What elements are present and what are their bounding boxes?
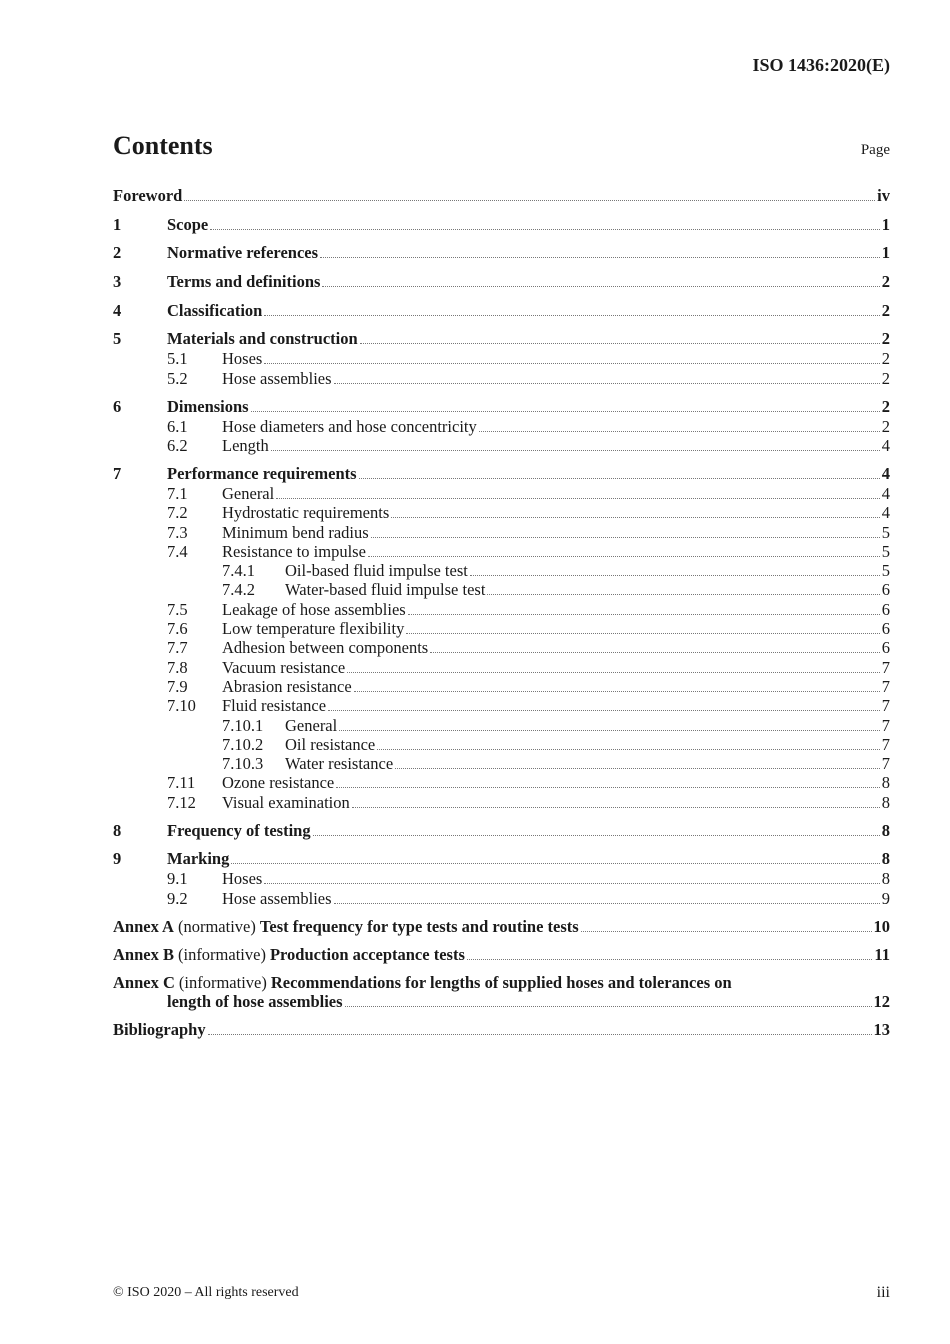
section-title[interactable]: Minimum bend radius [222, 522, 369, 542]
toc-entry-bibliography[interactable] [113, 1020, 890, 1040]
section-number: 7.10.2 [222, 734, 264, 754]
toc-entry[interactable] [113, 754, 890, 773]
toc-entry[interactable] [113, 600, 890, 619]
annex-title-cont[interactable]: length of hose assemblies [167, 991, 343, 1011]
section-number: 7.10.1 [222, 715, 264, 735]
page-ref: 7 [881, 734, 890, 754]
section-number: 7.4.2 [222, 580, 255, 600]
dot-leader [395, 768, 880, 769]
page-ref: 4 [881, 503, 890, 523]
page-ref: 5 [881, 522, 890, 542]
dot-leader [313, 835, 880, 836]
page-ref: 4 [881, 436, 890, 456]
annex-line [113, 917, 890, 936]
toc-annex-entry[interactable] [113, 917, 890, 936]
toc-entry[interactable] [113, 369, 890, 388]
dot-leader [264, 315, 879, 316]
section-title[interactable]: Materials and construction [167, 329, 358, 349]
annex-title[interactable]: Production acceptance tests [269, 944, 465, 964]
page-ref: 7 [881, 715, 890, 735]
section-number: 7.10 [167, 696, 196, 716]
section-number: 7.6 [167, 619, 188, 639]
dot-leader [345, 1006, 872, 1007]
section-number: 6.1 [167, 416, 188, 436]
page-ref: 1 [881, 243, 890, 263]
dot-leader [251, 411, 880, 412]
toc-entry[interactable] [113, 503, 890, 522]
section-number: 7.4.1 [222, 561, 255, 581]
section-number: 5.1 [167, 349, 188, 369]
section-title[interactable]: Leakage of hose assemblies [222, 599, 406, 619]
section-title[interactable]: Scope [167, 214, 209, 234]
section-title[interactable]: Classification [167, 300, 263, 320]
page-number: iii [876, 1284, 890, 1301]
section-number: 7.11 [167, 773, 196, 793]
page-ref: 10 [873, 916, 890, 936]
section-title[interactable]: Normative references [167, 243, 319, 263]
page-ref: 7 [881, 754, 890, 774]
dot-leader [581, 931, 872, 932]
annex-label: Annex A [113, 916, 174, 936]
page-ref: 8 [881, 773, 890, 793]
section-title[interactable]: Hose assemblies [222, 368, 332, 388]
page-ref: 1 [881, 214, 890, 234]
page-ref: 8 [881, 849, 890, 869]
section-number: 7 [113, 464, 122, 483]
section-title[interactable]: Oil-based fluid impulse test [285, 561, 468, 581]
section-title[interactable]: Performance requirements [167, 464, 357, 483]
page-ref: 9 [881, 888, 890, 908]
dot-leader [391, 517, 880, 518]
toc-entry[interactable] [113, 523, 890, 542]
dot-leader [210, 229, 880, 230]
section-title[interactable]: Ozone resistance [222, 773, 335, 793]
page-column-label: Page [860, 142, 890, 158]
toc-entry[interactable] [113, 793, 890, 812]
toc-entry[interactable] [113, 696, 890, 715]
dot-leader [368, 556, 880, 557]
toc-entry[interactable] [113, 272, 890, 292]
page-ref: 12 [873, 991, 890, 1011]
section-title[interactable]: Foreword [113, 186, 183, 205]
toc-annex-entry[interactable] [113, 973, 890, 1012]
section-title[interactable]: Adhesion between components [222, 638, 429, 658]
page-ref: 2 [881, 416, 890, 436]
page-ref: 4 [881, 464, 890, 483]
toc-entry[interactable] [113, 329, 890, 349]
toc-entry[interactable] [113, 542, 890, 561]
toc-entry[interactable] [113, 869, 890, 888]
page-ref: 2 [881, 349, 890, 369]
dot-leader [360, 343, 880, 344]
annex-kind: (informative) [178, 972, 267, 992]
annex-title[interactable]: Recommendations for lengths of supplied hoses and tolerances on [270, 972, 732, 992]
toc-entry[interactable] [113, 243, 890, 263]
section-number: 5 [113, 329, 122, 349]
toc-entry[interactable] [113, 397, 890, 417]
toc-entry[interactable] [113, 638, 890, 657]
page-ref: 6 [881, 599, 890, 619]
toc-entry[interactable] [113, 464, 890, 484]
dot-leader [328, 710, 880, 711]
page-ref: 6 [881, 619, 890, 639]
section-number: 6.2 [167, 436, 188, 456]
page-ref: 5 [881, 541, 890, 561]
section-number: 4 [113, 300, 122, 320]
page-ref: 2 [881, 272, 890, 292]
page-ref: 8 [881, 792, 890, 812]
page-ref: 4 [881, 484, 890, 503]
dot-leader [334, 383, 880, 384]
toc-entry[interactable] [113, 417, 890, 436]
dot-leader [336, 787, 880, 788]
toc-entry[interactable] [113, 735, 890, 754]
toc-entry[interactable] [113, 436, 890, 455]
toc-entry[interactable] [113, 215, 890, 235]
section-title[interactable]: Water-based fluid impulse test [285, 580, 486, 600]
section-number: 7.1 [167, 484, 188, 503]
toc-entry[interactable] [113, 186, 890, 206]
annex-line [113, 945, 890, 964]
section-title[interactable]: Bibliography [113, 1019, 206, 1039]
section-number: 6 [113, 396, 122, 416]
page-ref: 2 [881, 396, 890, 416]
toc-entry[interactable] [113, 716, 890, 735]
page-ref: 6 [881, 580, 890, 600]
annex-kind: (informative) [177, 944, 266, 964]
toc-entry[interactable] [113, 677, 890, 696]
page-ref: 13 [873, 1019, 890, 1039]
section-title[interactable]: Vacuum resistance [222, 657, 346, 677]
toc-entry[interactable] [113, 773, 890, 792]
section-title[interactable]: Frequency of testing [167, 820, 311, 840]
dot-leader [334, 903, 880, 904]
dot-leader [354, 691, 880, 692]
toc-entry[interactable] [113, 889, 890, 908]
dot-leader [264, 363, 879, 364]
section-title[interactable]: Marking [167, 849, 230, 869]
section-number: 9 [113, 849, 122, 869]
section-title[interactable]: Fluid resistance [222, 696, 327, 716]
dot-leader [377, 749, 879, 750]
annex-line [113, 973, 890, 992]
dot-leader [470, 575, 880, 576]
dot-leader [359, 478, 880, 479]
section-number: 3 [113, 272, 122, 292]
dot-leader [276, 498, 880, 499]
section-number: 7.4 [167, 541, 188, 561]
annex-label: Annex B [113, 944, 174, 964]
section-number: 7.7 [167, 638, 188, 658]
dot-leader [271, 450, 880, 451]
section-title[interactable]: Oil resistance [285, 734, 376, 754]
section-number: 9.1 [167, 869, 188, 889]
dot-leader [430, 652, 880, 653]
section-title[interactable]: Visual examination [222, 792, 350, 812]
section-title[interactable]: Abrasion resistance [222, 676, 352, 696]
page-ref: 7 [881, 696, 890, 716]
section-title[interactable]: Hydrostatic requirements [222, 503, 390, 523]
section-title[interactable]: Resistance to impulse [222, 541, 366, 561]
section-title[interactable]: Hose assemblies [222, 888, 332, 908]
document-id: ISO 1436:2020(E) [752, 55, 890, 75]
dot-leader [322, 286, 879, 287]
dot-leader [231, 863, 879, 864]
dot-leader [371, 537, 880, 538]
section-title[interactable]: Length [222, 436, 269, 456]
annex-label: Annex C [113, 972, 175, 992]
page-ref: 2 [881, 300, 890, 320]
toc-entry[interactable] [113, 580, 890, 599]
page-ref: iv [877, 186, 890, 205]
toc-annex-entry[interactable] [113, 945, 890, 964]
page-ref: 8 [881, 820, 890, 840]
section-title[interactable]: Hoses [222, 349, 263, 369]
section-title[interactable]: General [285, 715, 338, 735]
dot-leader [264, 883, 879, 884]
section-number: 8 [113, 820, 122, 840]
section-number: 7.12 [167, 792, 196, 812]
dot-leader [408, 614, 880, 615]
section-number: 7.3 [167, 522, 188, 542]
toc-entry[interactable] [113, 301, 890, 321]
section-title[interactable]: Hoses [222, 869, 263, 889]
page-ref: 2 [881, 368, 890, 388]
annex-kind: (normative) [177, 916, 256, 936]
page-ref: 11 [874, 944, 890, 964]
section-title[interactable]: Water resistance [285, 754, 394, 774]
section-number: 5.2 [167, 368, 188, 388]
section-number: 9.2 [167, 888, 188, 908]
dot-leader [347, 672, 880, 673]
section-title[interactable]: General [222, 484, 275, 503]
page-ref: 5 [881, 561, 890, 581]
toc-entry[interactable] [113, 484, 890, 503]
copyright-footer: © ISO 2020 – All rights reserved [113, 1285, 299, 1300]
section-number: 7.5 [167, 599, 188, 619]
section-number: 7.10.3 [222, 754, 264, 774]
section-title[interactable]: Low temperature flexibility [222, 619, 405, 639]
toc-entry[interactable] [113, 821, 890, 841]
page-ref: 2 [881, 329, 890, 349]
page-ref: 7 [881, 676, 890, 696]
section-title[interactable]: Terms and definitions [167, 272, 321, 292]
toc-entry[interactable] [113, 349, 890, 368]
dot-leader [352, 807, 880, 808]
toc-entry[interactable] [113, 619, 890, 638]
table-of-contents [113, 186, 890, 1040]
toc-entry[interactable] [113, 849, 890, 869]
section-number: 2 [113, 243, 122, 263]
dot-leader [320, 257, 880, 258]
section-number: 1 [113, 214, 122, 234]
toc-entry[interactable] [113, 561, 890, 580]
page-title: Contents [113, 131, 213, 160]
dot-leader [487, 594, 879, 595]
dot-leader [208, 1034, 872, 1035]
section-title[interactable]: Hose diameters and hose concentricity [222, 416, 477, 436]
section-number: 7.2 [167, 503, 188, 523]
toc-entry[interactable] [113, 658, 890, 677]
dot-leader [467, 959, 873, 960]
page-ref: 8 [881, 869, 890, 889]
dot-leader [406, 633, 879, 634]
dot-leader [479, 431, 880, 432]
annex-title-continued [113, 992, 890, 1011]
page-ref: 6 [881, 638, 890, 658]
section-title[interactable]: Dimensions [167, 396, 249, 416]
section-number: 7.8 [167, 657, 188, 677]
section-number: 7.9 [167, 676, 188, 696]
dot-leader [339, 730, 880, 731]
page-ref: 7 [881, 657, 890, 677]
dot-leader [184, 200, 875, 201]
annex-title[interactable]: Test frequency for type tests and routine tests [259, 916, 579, 936]
